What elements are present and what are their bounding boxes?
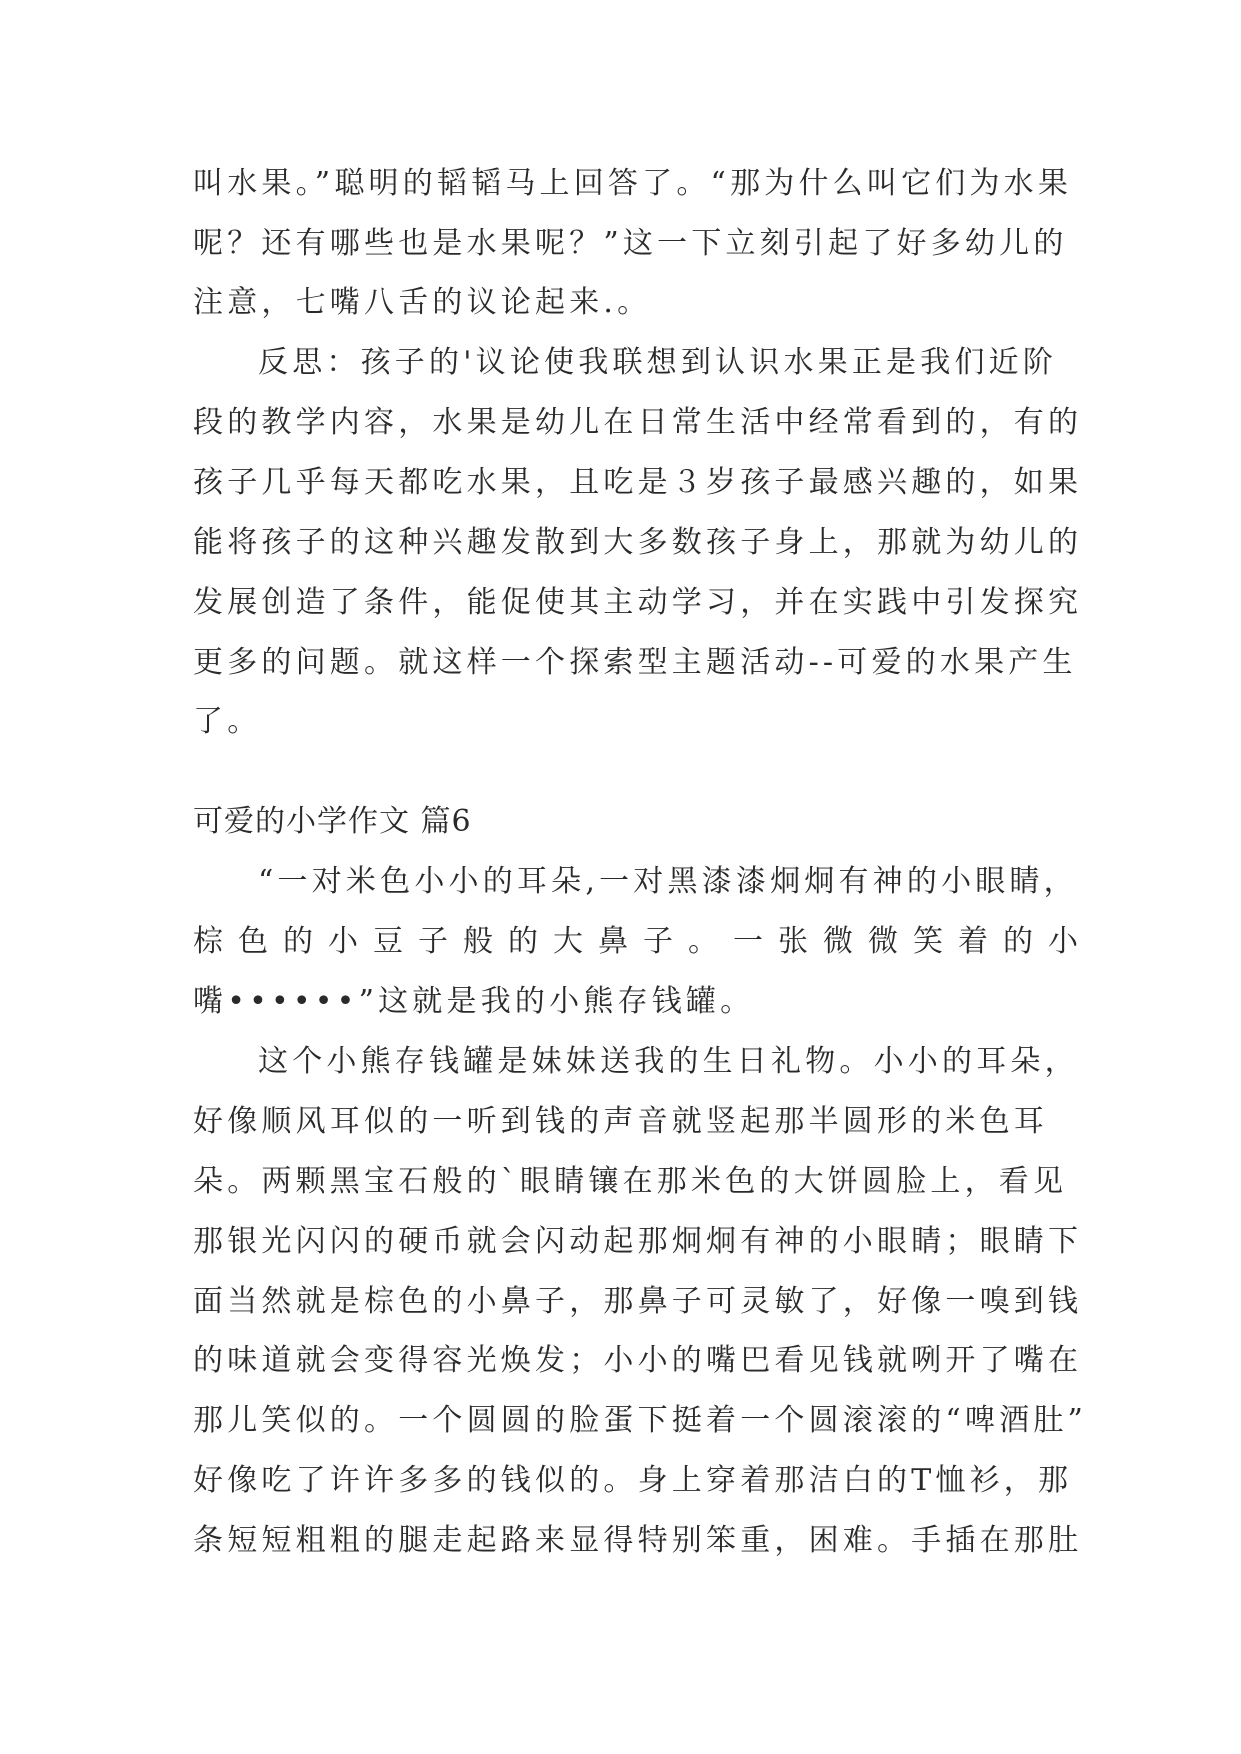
text-line: 朵。两颗黑宝石般的`眼睛镶在那米色的大饼圆脸上，看见 — [193, 1164, 1068, 1199]
text-line: 发展创造了条件，能促使其主动学习，并在实践中引发探究 — [193, 585, 1083, 620]
text-line: 孩子几乎每天都吃水果，且吃是３岁孩子最感兴趣的，如果 — [193, 465, 1083, 500]
text-line: 了。 — [193, 704, 262, 739]
text-line: 呢？还有哪些也是水果呢？”这一下立刻引起了好多幼儿的 — [193, 226, 1068, 261]
text-line: 棕色的小豆子般的大鼻子。一张微微笑着的小 — [193, 924, 1093, 959]
text-line: 叫水果。”聪明的韬韬马上回答了。“那为什么叫它们为水果 — [193, 166, 1073, 201]
text-line: 面当然就是棕色的小鼻子，那鼻子可灵敏了，好像一嗅到钱 — [193, 1284, 1083, 1319]
essay-paragraph-start: “一对米色小小的耳朵,一对黑漆漆炯炯有神的小眼睛， — [258, 864, 1078, 899]
text-line: 能将孩子的这种兴趣发散到大多数孩子身上，那就为幼儿的 — [193, 525, 1083, 560]
essay-paragraph-start: 这个小熊存钱罐是妹妹送我的生日礼物。小小的耳朵， — [258, 1044, 1079, 1079]
text-line: 那银光闪闪的硬币就会闪动起那炯炯有神的小眼睛；眼睛下 — [193, 1224, 1083, 1259]
reflection-paragraph-start: 反思：孩子的'议论使我联想到认识水果正是我们近阶 — [258, 345, 1058, 380]
text-line: 更多的问题。就这样一个探索型主题活动--可爱的水果产生 — [193, 645, 1077, 680]
text-line: 好像吃了许许多多的钱似的。身上穿着那洁白的T恤衫，那 — [193, 1463, 1073, 1498]
text-line: 那儿笑似的。一个圆圆的脸蛋下挺着一个圆滚滚的“啤酒肚” — [193, 1403, 1088, 1438]
essay-heading: 可爱的小学作文 篇6 — [193, 804, 472, 839]
text-line: 注意，七嘴八舌的议论起来.。 — [193, 285, 652, 320]
text-line: 嘴••••••”这就是我的小熊存钱罐。 — [193, 984, 755, 1019]
text-line: 好像顺风耳似的一听到钱的声音就竖起那半圆形的米色耳 — [193, 1104, 1048, 1139]
text-line: 段的教学内容，水果是幼儿在日常生活中经常看到的，有的 — [193, 405, 1083, 440]
text-line: 条短短粗粗的腿走起路来显得特别笨重，困难。手插在那肚 — [193, 1523, 1083, 1558]
text-line: 的味道就会变得容光焕发；小小的嘴巴看见钱就咧开了嘴在 — [193, 1343, 1083, 1378]
